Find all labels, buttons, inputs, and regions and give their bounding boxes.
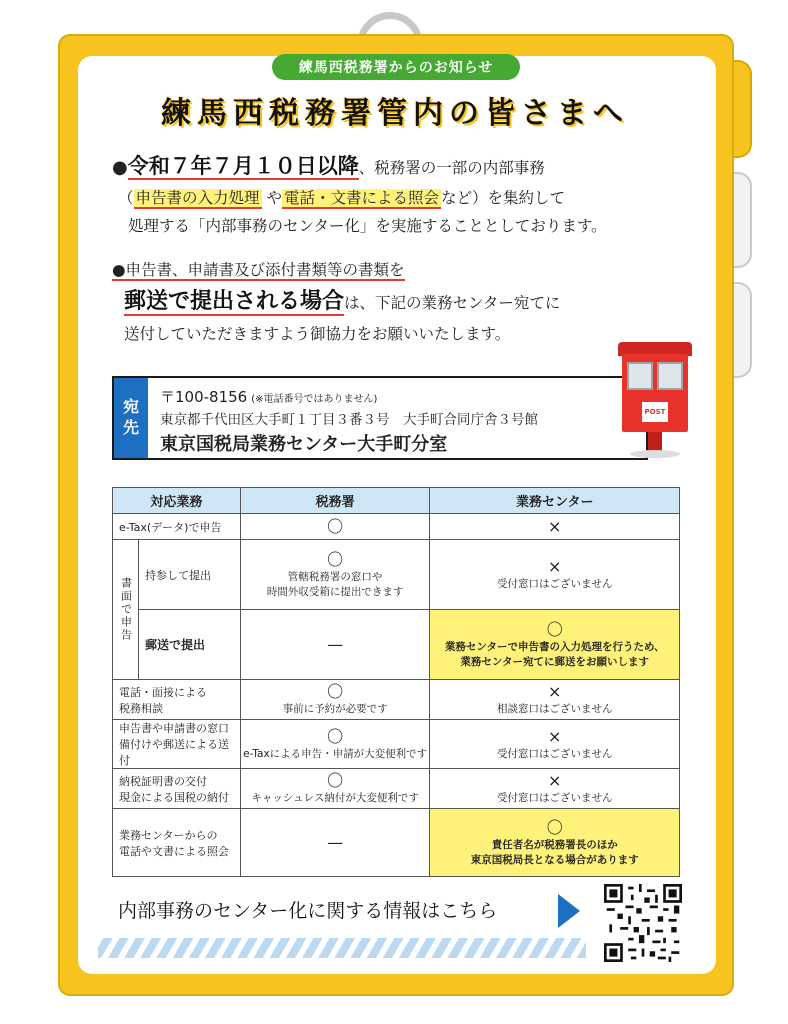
row-label-line: 備付けや郵送による送付 [119, 738, 229, 767]
row-label [113, 720, 241, 769]
para2-line3: 送付していただきますよう御協力をお願いいたします。 [124, 325, 511, 343]
para1-line3: 処理する「内部事務のセンター化」を実施することとしております。 [128, 217, 607, 235]
postbox-slot [657, 362, 683, 390]
date-highlight: 令和７年７月１０日以降 [127, 154, 359, 178]
circle-mark: 〇 [327, 771, 344, 790]
decorative-stripes [98, 938, 586, 958]
center-note: 受付窓口はございません [496, 578, 613, 590]
street-address: 東京都千代田区大手町１丁目３番３号 大手町合同庁舎３号館 [160, 412, 538, 428]
header-task: 対応業務 [113, 488, 241, 514]
center-note: 受付窓口はございません [496, 792, 613, 804]
center-cell [430, 769, 680, 809]
center-note: 業務センターで申告書の入力処理を行うため、 [444, 640, 665, 653]
zip-code: 〒100-8156 [160, 388, 248, 406]
center-note: 業務センター宛てに郵送をお願いします [460, 655, 650, 668]
table-row [113, 720, 680, 769]
para2-line2 [124, 284, 560, 315]
para2-line1 [112, 258, 405, 280]
address-label-char: 宛 [122, 397, 139, 417]
header-center: 業務センター [430, 488, 680, 514]
row-label: 持参して提出 [138, 540, 240, 610]
group-label-written: 書面で申告 [113, 540, 139, 680]
bullet: ● [112, 157, 128, 178]
cross-mark: × [548, 771, 562, 790]
para2-text: は、下記の業務センター宛てに [344, 294, 561, 312]
address-label [114, 378, 148, 458]
office-cell [240, 514, 430, 540]
row-label-line: 申告書や申請書の窓口 [119, 722, 229, 735]
circle-mark: 〇 [327, 726, 344, 746]
circle-mark: 〇 [327, 516, 344, 536]
cross-mark: × [548, 557, 562, 576]
table-row [113, 769, 680, 809]
address-label-char: 先 [122, 418, 139, 437]
notice-badge: 練馬西税務署からのお知らせ [272, 54, 520, 80]
cross-mark: × [548, 726, 562, 746]
office-note: 管轄税務署の窓口や [287, 570, 383, 583]
circle-mark: 〇 [546, 619, 563, 639]
postbox-icon [618, 342, 692, 462]
office-note: キャッシュレス納付が大変便利です [251, 792, 419, 804]
recipient-name: 東京国税局業務センター大手町分室 [160, 434, 448, 455]
center-cell-highlight [430, 610, 680, 680]
paren: （ [118, 189, 134, 207]
mail-submission-emphasis: 郵送で提出される場合 [124, 289, 345, 314]
para1-text: 、税務署の一部の内部事務 [358, 159, 545, 177]
office-cell [240, 610, 430, 680]
center-cell [430, 680, 680, 720]
page-title: 練馬西税務署管内の皆さまへ [161, 96, 629, 131]
table-row [113, 514, 680, 540]
center-cell [430, 514, 680, 540]
para1-line1 [112, 150, 545, 180]
row-label: e-Tax(データ)で申告 [113, 514, 241, 540]
office-note: 事前に予約が必要です [282, 703, 388, 715]
row-label [113, 809, 241, 877]
postbox-slot [627, 362, 653, 390]
para1-text: など）を集約して [440, 189, 565, 207]
postbox-label: POST [642, 402, 668, 422]
dash-mark: — [327, 634, 344, 654]
row-label-line: 納税証明書の交付 [119, 774, 207, 788]
qr-code-icon[interactable] [604, 884, 682, 962]
table-row [113, 540, 680, 610]
office-note: 時間外収受箱に提出できます [266, 585, 404, 598]
table-row [113, 610, 680, 680]
table-row [113, 809, 680, 877]
office-cell [240, 769, 430, 809]
zip-note: (※電話番号ではありません) [251, 394, 378, 405]
highlight-inquiry: 電話・文書による照会 [283, 189, 439, 207]
row-label: 郵送で提出 [138, 610, 240, 680]
office-cell [240, 720, 430, 769]
center-note: 責任者名が税務署長のほか [491, 838, 618, 851]
highlight-input-processing: 申告書の入力処理 [135, 189, 260, 207]
para2-text: ●申告書、申請書及び添付書類等の書類を [112, 261, 405, 279]
para1-text: や [261, 189, 282, 207]
header-tax-office: 税務署 [240, 488, 430, 514]
service-table [112, 487, 680, 877]
row-label [113, 680, 241, 720]
dash-mark: — [327, 832, 344, 852]
office-note: e-Taxによる申告・申請が大変便利です [243, 747, 428, 760]
row-label [113, 769, 241, 809]
info-link[interactable]: 内部事務のセンター化に関する情報はこちら [118, 900, 498, 922]
postal-code [160, 386, 377, 407]
circle-mark: 〇 [546, 817, 563, 837]
row-label-line: 税務相談 [119, 701, 163, 715]
center-note: 東京国税局長となる場合があります [470, 853, 639, 866]
center-note: 相談窓口はございません [496, 703, 613, 715]
table-row [113, 680, 680, 720]
circle-mark: 〇 [327, 549, 344, 569]
circle-mark: 〇 [327, 682, 344, 701]
address-box [112, 376, 648, 460]
center-cell [430, 540, 680, 610]
postbox-body [622, 354, 688, 432]
para1-line2 [118, 186, 565, 208]
office-cell [240, 680, 430, 720]
postbox-leg [648, 432, 662, 452]
row-label-line: 業務センターからの [119, 828, 218, 842]
cross-mark: × [548, 516, 562, 536]
row-label-line: 電話や文書による照会 [119, 844, 229, 858]
office-cell [240, 540, 430, 610]
center-cell [430, 720, 680, 769]
row-label-line: 現金による国税の納付 [119, 790, 229, 804]
table-header-row [113, 488, 680, 514]
cross-mark: × [548, 682, 562, 701]
center-cell-highlight [430, 809, 680, 877]
center-note: 受付窓口はございません [496, 747, 613, 760]
office-cell [240, 809, 430, 877]
postbox-shadow [630, 450, 680, 458]
row-label-line: 電話・面接による [119, 685, 207, 699]
arrow-right-icon[interactable] [558, 894, 580, 928]
